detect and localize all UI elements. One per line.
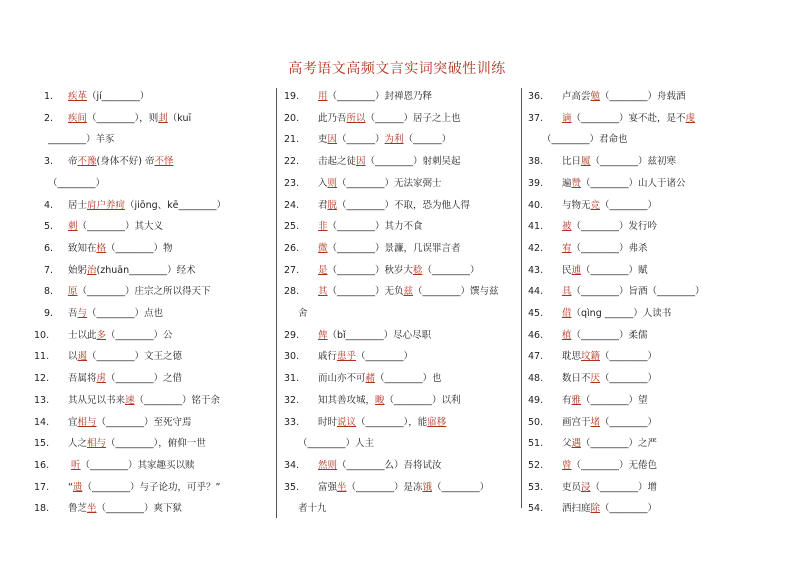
target-word: 是 [318,264,328,276]
item-number: 19. [284,91,300,102]
item-text: 致知在 [68,242,97,254]
exercise-item [34,285,211,298]
item-number: 41. [528,221,544,233]
target-word: 遏 [77,351,88,363]
item-number: 13. [34,394,50,406]
item-number: 51. [528,438,544,450]
item-number: 2. [44,112,54,124]
target-word: 脱 [327,199,338,211]
target-word: 为利 [384,134,404,146]
target-word: 稔 [413,264,423,276]
target-word: 履 [581,156,591,168]
target-word: 多 [96,329,107,341]
item-text: （________）无法家弼士 [337,177,442,189]
item-number: 52. [528,459,544,471]
item-text: 与物无 [562,199,591,211]
item-number: 18. [34,503,50,515]
target-word: 厌 [590,373,601,385]
item-number: 24. [284,199,300,211]
target-word: 其 [318,286,328,298]
item-text: （________）增 [590,481,658,493]
item-text: （________）无负 [327,286,404,298]
target-word: 则 [327,177,338,189]
item-text: 父 [562,438,572,450]
item-text: 士以此 [68,329,97,341]
target-word: 疾革 [68,91,88,102]
target-word: 竞 [590,199,601,211]
exercise-item [284,394,461,407]
item-text: （________）其家趣买以赎 [80,459,195,471]
item-text: 遍 [562,177,572,189]
exercise-item [34,199,226,212]
item-number: 17. [34,481,50,493]
target-word: 勉 [590,91,601,102]
item-text: （________）爽下狱 [96,503,183,515]
item-text: 时时 [318,416,338,428]
exercise-item [284,242,461,255]
item-number: 34. [284,459,300,471]
item-text: 数日不 [562,373,591,385]
item-text: （________）其大义 [77,221,164,233]
exercise-item [528,177,686,190]
exercise-item [34,329,173,342]
item-number: 7. [44,264,54,276]
exercise-item [528,481,657,494]
item-number: 26. [284,242,300,254]
item-text: 吏 [318,134,328,146]
exercise-item [34,437,206,450]
item-text: （________），则 [87,112,159,124]
item-text: （________）至死守焉 [96,416,192,428]
target-word: 因 [327,134,338,146]
item-text: （________）舟载酒 [600,91,686,102]
item-text: 此乃吾 [318,112,347,124]
item-number: 3. [44,156,54,168]
exercise-item [528,502,657,515]
item-text: （jiōng、kē________） [125,199,227,211]
target-word: 虔 [685,112,696,124]
target-word: 说议 [337,416,357,428]
exercise-item [528,394,648,407]
exercise-item [528,459,657,472]
item-text: （________）无倦色 [571,459,658,471]
item-text: （________）文王之德 [87,351,183,363]
item-text: （________）山人于诸公 [581,177,686,189]
exercise-item [528,90,686,103]
target-word: 堵 [590,416,601,428]
item-number: 42. [528,242,544,254]
exercise-item [528,372,657,385]
target-word: 赭 [365,373,376,385]
target-word: 俾 [318,329,328,341]
item-number: 44. [528,286,544,298]
item-text: （______） [337,134,385,146]
exercise-item [284,481,489,494]
page-title: 高考语文高频文言实词突破性训练 [288,61,506,77]
target-word: 刺 [68,221,78,233]
item-text: 洒扫庭 [562,503,591,515]
item-text: （________） [600,373,658,385]
exercise-item [34,220,163,233]
exercise-item [284,329,431,342]
item-text: （________么）吾将试汝 [337,459,442,471]
item-number: 9. [44,308,54,319]
item-text: 吾属将 [68,373,97,385]
item-number: 30. [284,351,300,363]
target-word: 治 [87,264,97,276]
item-number: 4. [44,199,54,211]
item-number: 45. [528,308,544,319]
item-number: 50. [528,416,544,428]
exercise-item [34,90,149,103]
target-word: 原 [68,286,78,298]
target-word: 非 [318,221,328,233]
item-text: 画宫于 [562,416,591,428]
item-text: 君 [318,199,328,211]
item-text: （________）公 [106,329,173,341]
target-word: 饿 [422,481,433,493]
exercise-item [528,329,648,342]
item-continuation: （________）君命也 [542,134,628,146]
exercise-item [34,155,173,168]
target-word: 被 [562,221,572,233]
target-word: 浸 [581,481,591,493]
item-text: 吏员 [562,481,582,493]
exercise-item [284,459,442,472]
item-number: 11. [34,351,50,363]
target-word: 因 [356,156,366,168]
column-3 [528,84,774,514]
exercise-item [284,112,461,125]
target-word: 曾 [562,459,572,471]
exercise-item [34,242,173,255]
item-text: 而山亦不可 [318,373,366,385]
target-word: 然则 [318,459,338,471]
item-text: 居士 [68,199,88,211]
target-word: 逋 [571,264,582,276]
item-number: 33. [284,416,300,428]
item-text: （________），能 [356,416,428,428]
item-number: 20. [284,112,300,124]
item-number: 43. [528,264,544,276]
item-text: 宜 [68,416,78,428]
target-word: 借 [562,308,572,319]
item-number: 23. [284,177,300,189]
item-number: 32. [284,394,300,406]
item-number: 25. [284,221,300,233]
item-continuation: （________） [48,177,106,189]
item-text: （________）物 [106,242,173,254]
target-word: 兹 [403,286,414,298]
target-word: 植 [562,329,572,341]
item-text: （________） [600,199,658,211]
item-text: （________）点也 [87,308,164,319]
item-number: 39. [528,177,544,189]
item-text: 耽思 [562,351,582,363]
exercise-item [284,199,470,212]
exercise-item [34,459,195,472]
target-word: 不豫 [77,156,97,168]
item-text: （________）景濂，几误罪言者 [327,242,461,254]
target-word: 畯 [375,394,385,406]
item-number: 12. [34,373,50,385]
item-text: （________）射刺吴起 [365,156,461,168]
item-text: 吾 [68,308,78,319]
target-word: 肩户养疴 [87,199,126,211]
exercise-item [528,350,657,363]
target-word: 疾间 [68,112,88,124]
item-number: 21. [284,134,300,146]
item-number: 22. [284,156,300,168]
target-word: 坟籍 [581,351,601,363]
item-text: （________）以利 [384,394,461,406]
item-number: 47. [528,351,544,363]
item-text: （________）兹初寒 [590,156,677,168]
target-word: 与 [77,308,88,319]
item-text: 知其善攻城， [318,394,376,406]
exercise-item [528,307,671,320]
item-text: （________）旨酒（________） [571,286,705,298]
item-text: （________）宴不赴，是不 [571,112,686,124]
item-text: （________）不取，恐为他人得 [337,199,471,211]
item-text: （________） [356,351,414,363]
item-text: 入 [318,177,328,189]
exercise-item [528,242,648,255]
target-word: 雅 [571,394,582,406]
exercise-item [528,285,705,298]
item-number: 38. [528,156,544,168]
item-text: （________）其力不食 [327,221,423,233]
exercise-item [528,155,676,168]
item-continuation: （________）人主 [298,438,375,450]
item-text: （________）弗杀 [571,242,648,254]
item-number: 16. [34,459,50,471]
exercise-item [528,220,657,233]
item-text: （________）之借 [106,373,183,385]
item-number: 53. [528,481,544,493]
item-text: (zhuān________）经术 [96,264,196,276]
item-text: （______） [403,134,452,146]
target-word: 速 [125,394,135,406]
item-text: （________） [422,264,480,276]
item-number: 15. [34,438,50,450]
exercise-item [284,350,413,363]
exercise-item [528,264,648,277]
item-text: （________）发行吟 [571,221,658,233]
item-number: 48. [528,373,544,385]
item-text: （________）柔儒 [571,329,648,341]
item-text: 击起之徒 [318,156,357,168]
item-text: （________）秋岁大 [327,264,414,276]
item-text: （________）也 [375,373,442,385]
item-text: 以 [68,351,78,363]
column-2 [284,84,522,514]
item-text: （jí________） [87,91,150,102]
item-text: （________）之严 [581,438,658,450]
item-text: （________）与子论功，可乎？” [82,481,221,493]
item-number: 27. [284,264,300,276]
item-number: 49. [528,394,544,406]
column-1 [34,84,272,514]
exercise-item [284,133,451,146]
target-word: 赞 [571,177,582,189]
item-text: （________）铭于余 [134,394,221,406]
item-continuation: 者十九 [298,503,327,515]
item-text: 人之 [68,438,88,450]
item-text: 有 [562,394,572,406]
target-word: 刲 [158,112,168,124]
item-text: （________）是冻 [346,481,423,493]
target-word: 谪 [562,112,572,124]
target-word: 不怿 [154,156,174,168]
target-word: 遇 [571,438,582,450]
item-text: 其从兄以书来 [68,394,126,406]
item-text: （________） [600,503,658,515]
item-number: 6. [44,242,54,254]
item-number: 54. [528,503,544,515]
item-text: 民 [562,264,572,276]
exercise-item [34,307,163,320]
exercise-item [528,416,657,429]
target-word: 虏 [96,373,107,385]
exercise-item [284,285,499,298]
target-word: 具 [562,286,572,298]
item-text: （________）封禅恩乃释 [327,91,433,102]
target-word: 寤移 [427,416,447,428]
item-text: （______）居子之上也 [365,112,461,124]
item-text: （________） [432,481,490,493]
item-number: 40. [528,199,544,211]
target-word: 用 [318,91,328,102]
item-text: 戚行 [318,351,338,363]
target-word: 坐 [87,503,97,515]
item-text: （________），俯仰一世 [106,438,206,450]
exercise-item [34,350,182,363]
item-text: “ [68,481,73,493]
item-text: （qìng ______）人读书 [571,308,672,319]
exercise-item [528,437,657,450]
exercise-item [284,155,461,168]
item-number: 8. [44,286,54,298]
target-word: 听 [71,459,81,471]
exercise-item [34,416,192,429]
exercise-item [284,372,442,385]
item-text: 富强 [318,481,338,493]
column-divider-1 [276,88,277,518]
target-word: 除 [590,503,601,515]
item-number: 46. [528,329,544,341]
exercise-item [284,220,423,233]
target-word: 相与 [77,416,97,428]
target-word: 所以 [346,112,366,124]
item-number: 10. [34,329,50,341]
exercise-item [528,199,657,212]
exercise-item [34,481,220,494]
item-number: 37. [528,112,544,124]
exercise-item [284,264,480,277]
item-text: （________）馔与兹 [413,286,499,298]
target-word: 格 [96,242,107,254]
target-word: 坐 [337,481,347,493]
exercise-item [34,394,220,407]
item-number: 36. [528,91,544,102]
exercise-item [284,416,446,429]
item-number: 1. [44,91,54,102]
target-word: 乎 [346,351,357,363]
item-number: 35. [284,481,300,493]
item-text: （bǐ________）尽心尽职 [327,329,432,341]
item-text: 始躬 [68,264,88,276]
item-number: 5. [44,221,54,233]
item-text: 卢高尝 [562,91,591,102]
item-text: (身体不好) 帝 [96,156,155,168]
item-number: 31. [284,373,300,385]
item-number: 29. [284,329,300,341]
target-word: 患 [337,351,347,363]
exercise-item [284,177,442,190]
item-text: （________）赋 [581,264,648,276]
item-number: 28. [284,286,300,298]
item-text: 帝 [68,156,78,168]
item-text: （________） [600,416,658,428]
target-word: 相与 [87,438,107,450]
item-text: 比日 [562,156,582,168]
item-number: 14. [34,416,50,428]
item-text: 鲁芝 [68,503,88,515]
exercise-item [34,372,182,385]
exercise-item [284,90,432,103]
item-text: （________）庄宗之所以得天下 [77,286,211,298]
exercise-item [34,112,191,125]
exercise-item [34,502,182,515]
exercise-item [528,112,695,125]
exercise-item [34,264,196,277]
item-text: （________）望 [581,394,648,406]
target-word: 微 [318,242,328,254]
item-text: （kuī [167,112,192,124]
target-word: 遗 [72,481,83,493]
target-word: 宥 [562,242,572,254]
item-continuation: 舍 [298,308,308,319]
item-text: （________） [600,351,658,363]
item-continuation: ________）羊豕 [48,134,115,146]
